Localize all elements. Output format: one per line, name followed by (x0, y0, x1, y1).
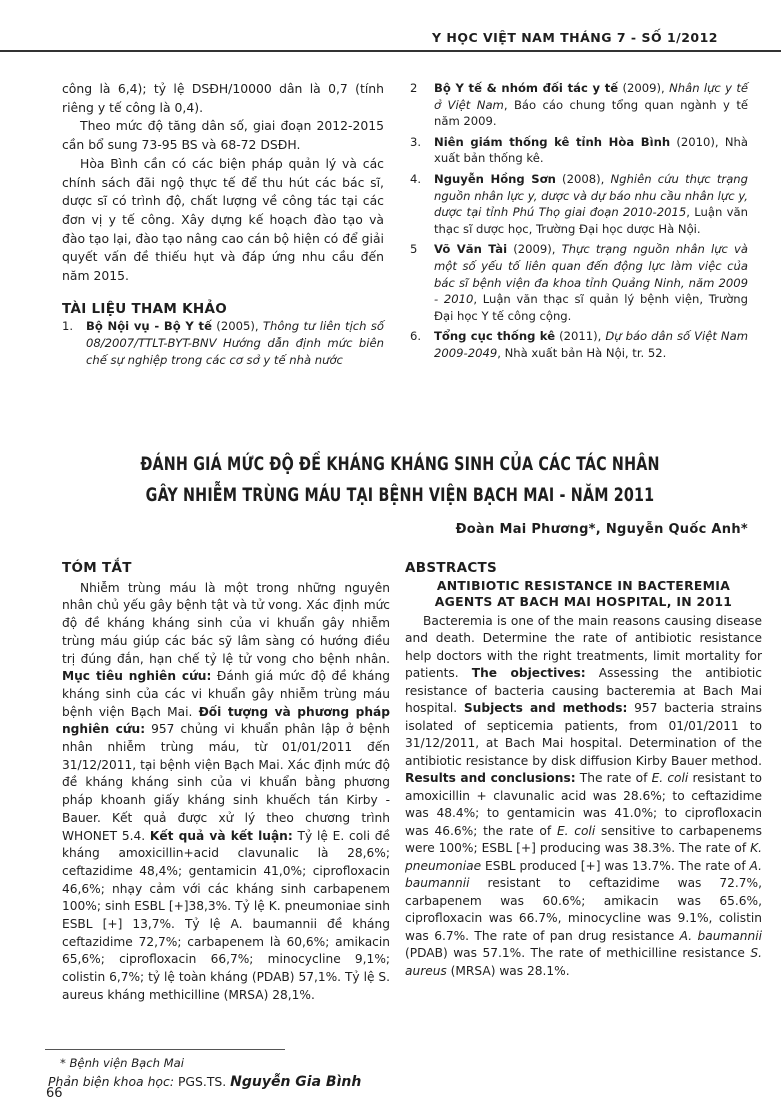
abstract-text: ESBL produced [+] was 13.7%. The rate of (481, 858, 750, 873)
paragraph: Theo mức độ tăng dân số, giai đoạn 2012-2015 cần bổ sung 73-95 BS và 68-72 DSĐH. (62, 118, 384, 153)
reference-item (410, 171, 748, 237)
reference-item (62, 318, 384, 368)
organism-name: E. coli (556, 823, 596, 838)
reference-number: 2 (410, 81, 418, 95)
reference-year: (2009), (507, 242, 562, 257)
paragraph: công là 6,4); tỷ lệ DSĐH/10000 dân là 0,7 (tính riêng y tế công là 0,4). (62, 81, 384, 115)
summary-text: Đánh giá mức độ đề kháng kháng sinh của các vi khuẩn gây nhiễm trùng máu bệnh viện Bạch Mai. (62, 669, 390, 719)
summary-text: Tỷ lệ E. coli đề kháng amoxicillin+acid clavunalic là 28,6%; ceftazidime 48,4%; gentamicin 41,0%; ciprofloxacin 46,6%; nhạy cảm với các kháng sinh carbapenem 100%; sinh ESBL [+]38,3%. Tỷ lệ K. pneumoniae sinh ESBL [+] 13,7%. Tỷ lệ A. baumannii đề kháng ceftazidime 72,7%; carbapenem là 60,6%; amikacin 65,6%; ciprofloxacin 66,7%; minocycline 9,1%; colistin 6,7%; tỷ lệ toàn kháng (PDAB) 57,1%. Tỷ lệ S. aureus kháng methicilline (MRSA) 28,1%. (62, 828, 390, 1002)
reference-details: , Luận văn thạc sĩ dược học, Trường Đại học dược Hà Nội. (434, 205, 748, 236)
reference-details: Nhà xuất bản thống kê. (434, 134, 749, 166)
article-title-line-1: ĐÁNH GIÁ MỨC ĐỘ ĐỀ KHÁNG KHÁNG SINH CỦA CÁC TÁC NHÂN (140, 454, 660, 475)
reference-author: Niên giám thống kê tỉnh Hòa Bình (434, 134, 671, 149)
reference-number: 4. (410, 171, 422, 186)
abstract-english (405, 560, 762, 980)
journal-header: Y HỌC VIỆT NAM THÁNG 7 - SỐ 1/2012 (431, 30, 718, 45)
reference-number: 1. (62, 319, 74, 334)
reference-title: Dự báo dân số Việt Nam 2009-2049 (434, 329, 748, 360)
organism-name: E. coli (651, 771, 689, 785)
reference-title: Thông tư liên tịch số 08/2007/TTLT-BYT-BNV Hướng dẫn định mức biên chế sự nghiệp trong các cơ sở y tế nhà nước (86, 319, 385, 367)
summary-text: Nhiễm trùng máu là một trong những nguyên nhân chủ yếu gây bệnh tật và tử vong. Xác định mức độ đề kháng kháng sinh của vi khuẩn gây nhiễm trùng máu giúp các bác sỹ lâm sàng có hướng điều trị đúng đắn, hạn chế tỷ lệ tử vong cho bệnh nhân. (62, 580, 390, 666)
abstract-text: resistant to amoxicillin + clavunalic acid was 28.6%; to ceftazidime was 48.4%; to gentamicin was 41.0%; to ciprofloxacin was 46.6%; the rate of (405, 771, 762, 838)
reference-number: 6. (410, 329, 422, 344)
abstract-heading: ABSTRACTS (405, 560, 498, 576)
abstract-objective-label: The objectives: (471, 666, 586, 680)
abstract-text: Assessing the antibiotic resistance of bacteria causing bacteremia at Bach Mai hospital. (405, 666, 762, 715)
organism-name: K. pneumoniae (405, 841, 762, 873)
summary-result-label: Kết quả và kết luận: (149, 828, 293, 843)
summary-vietnamese (62, 560, 390, 1005)
reference-author: Tổng cục thống kê (434, 329, 556, 344)
paragraph: Hòa Bình cần có các biện pháp quản lý và các chính sách đãi ngộ thực tế để thu hút các bác sĩ, dược sĩ có trình độ, chất lượng về công tác tại các đơn vị y tế công. Xây dựng kế hoạch đào tạo và đào tạo lại, đào tạo nâng cao cán bộ hiện có để giải quyết vấn đề thiếu hụt và đáp ứng nhu cầu đến năm 2015. (62, 155, 384, 284)
summary-method-label: Đối tượng và phương pháp nghiên cứu: (62, 704, 390, 737)
footnote-reviewer (48, 1074, 361, 1090)
abstract-text: (MRSA) was 28.1%. (446, 963, 570, 978)
reviewer-label: Phản biện khoa học: (48, 1074, 178, 1089)
reference-number: 5 (410, 242, 418, 257)
previous-article-left-column (62, 80, 384, 370)
abstract-title-line-2: AGENTS AT BACH MAI HOSPITAL, IN 2011 (434, 594, 733, 609)
footnote-rule (45, 1049, 285, 1050)
abstract-text: sensitive to carbapenems were 100%; ESBL [+] producing was 38.3%. The rate of (405, 823, 762, 855)
reference-author: Nguyễn Hồng Sơn (434, 171, 556, 186)
abstract-text: (PDAB) was 57.1%. The rate of methicilline resistance (405, 946, 751, 960)
reference-year: (2010), (670, 134, 725, 149)
article-authors: Đoàn Mai Phương*, Nguyễn Quốc Anh* (455, 522, 748, 537)
reference-number: 3. (410, 134, 422, 149)
reference-year: (2011), (555, 329, 606, 344)
page-number: 66 (46, 1086, 63, 1101)
abstract-text: The rate of (575, 771, 652, 785)
reviewer-title: PGS.TS. (177, 1074, 231, 1089)
footnote-affiliation: * Bệnh viện Bạch Mai (60, 1056, 184, 1070)
reference-year: (2005), (211, 319, 263, 334)
abstract-text: Bacteremia is one of the main reasons causing disease and death. Determine the rate of antibiotic resistance help doctors with the right treatments, limit mortality for patients. (405, 613, 762, 680)
article-title-line-2: GÂY NHIỄM TRÙNG MÁU TẠI BỆNH VIỆN BẠCH MAI - NĂM 2011 (145, 485, 655, 506)
references-right-column (410, 80, 748, 364)
reference-details: , Luận văn thạc sĩ quản lý bệnh viện, Trường Đại học Y tế công cộng. (434, 292, 749, 323)
article-title (108, 449, 693, 511)
abstract-method-label: Subjects and methods: (463, 701, 628, 715)
reference-details: , Nhà xuất bản Hà Nội, tr. 52. (497, 345, 667, 360)
references-heading: TÀI LIỆU THAM KHẢO (62, 300, 228, 317)
summary-text: 957 chủng vi khuẩn phân lập ở bệnh nhân nhiễm trùng máu, từ 01/01/2011 đến 31/12/2011, tại bệnh viện Bạch Mai. Xác định mức độ đề kháng kháng sinh của vi khuẩn bằng phương pháp khoanh giấy kháng sinh khuếch tán Kirby - Bauer. Kết quả được xử lý theo chương trình WHONET 5.4. (62, 722, 390, 843)
organism-name: A. baumannii (679, 928, 762, 943)
reference-author: Võ Văn Tài (434, 242, 508, 257)
abstract-result-label: Results and conclusions: (405, 771, 576, 785)
reference-item (410, 241, 748, 324)
reference-year: (2008), (555, 171, 611, 186)
reviewer-name: Nguyễn Gia Bình (230, 1074, 362, 1090)
header-rule (0, 50, 781, 52)
reference-author: Bộ Nội vụ - Bộ Y tế (86, 319, 212, 334)
reference-item (410, 328, 748, 361)
abstract-title-line-1: ANTIBIOTIC RESISTANCE IN BACTEREMIA (436, 577, 731, 593)
reference-title: Nghiên cứu thực trạng nguồn nhân lực y, dược và dự báo nhu cầu nhân lực y, dược tại tỉnh Phú Thọ giai đoạn 2010-2015 (434, 171, 749, 220)
reference-item (410, 134, 748, 167)
abstract-text: 957 bacteria strains isolated of septicemia patients, from 01/01/2011 to 31/12/2011, at Bach Mai hospital. Determination of the antibiotic resistance by disk diffusion Kirby Bauer method. (405, 701, 762, 768)
reference-year: (2009), (618, 81, 670, 95)
abstract-text: resistant to ceftazidime was 72.7%, carbapenem was 60.6%; amikacin was 65.6%, ciprofloxacin was 66.7%, minocycline was 9.1%, colistin was 6.7%. The rate of pan drug resistance (405, 876, 762, 943)
abstract-body (405, 613, 762, 981)
summary-body (62, 580, 390, 1005)
organism-name: A. baumannii (405, 858, 762, 890)
reference-title: Thực trạng nguồn nhân lực và một số yếu tố liên quan đến động lực làm việc của bác sĩ bệnh viện đa khoa tỉnh Quảng Ninh, năm 2009 - 2010 (434, 242, 748, 307)
summary-heading: TÓM TẮT (62, 560, 132, 576)
organism-name: S. aureus (405, 946, 762, 978)
reference-item (410, 80, 748, 130)
reference-author: Bộ Y tế & nhóm đối tác y tế (434, 81, 619, 95)
reference-title: Nhân lực y tế ở Việt Nam (434, 81, 749, 112)
reference-details: , Báo cáo chung tổng quan ngành y tế năm 2009. (434, 97, 748, 129)
summary-objective-label: Mục tiêu nghiên cứu: (62, 669, 212, 684)
